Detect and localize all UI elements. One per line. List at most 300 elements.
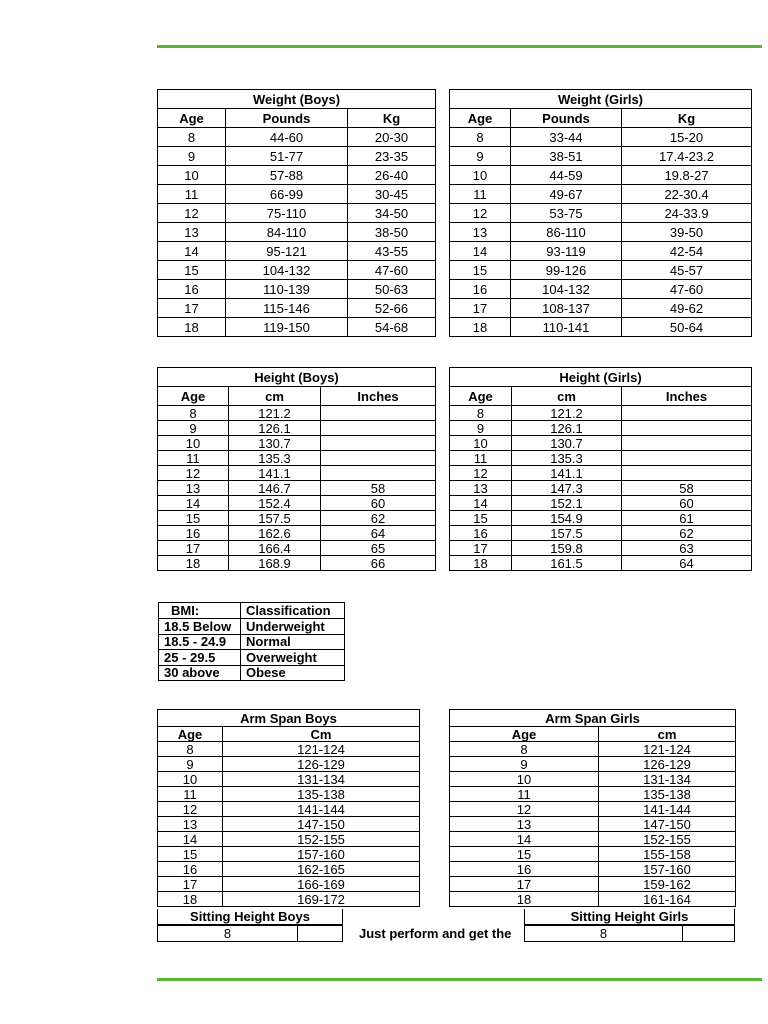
table-header-row — [450, 727, 736, 742]
table-cell: 38-51 — [511, 147, 622, 166]
table-row — [158, 421, 436, 436]
table-cell: 16 — [450, 280, 511, 299]
table-row — [450, 511, 752, 526]
table-cell: 16 — [450, 862, 599, 877]
table-row — [158, 451, 436, 466]
table-cell: 13 — [158, 223, 226, 242]
table-cell: 15 — [158, 847, 223, 862]
table-header-row — [158, 387, 436, 406]
table-cell: 13 — [450, 817, 599, 832]
table-cell: 11 — [158, 185, 226, 204]
table-cell: 11 — [450, 451, 512, 466]
table-cell: 161.5 — [512, 556, 622, 571]
table-cell: 60 — [622, 496, 752, 511]
table-cell: 17 — [158, 877, 223, 892]
table-row — [159, 650, 345, 666]
height-boys-title: Height (Boys) — [158, 368, 436, 387]
table-cell: 152.1 — [512, 496, 622, 511]
arm-span-girls-table — [449, 709, 736, 907]
column-header: cm — [599, 727, 736, 742]
table-cell: 17 — [158, 541, 229, 556]
table-row — [158, 318, 436, 337]
table-cell: 147.3 — [512, 481, 622, 496]
table-header-row — [450, 109, 752, 128]
table-cell: 152.4 — [229, 496, 321, 511]
table-row — [450, 877, 736, 892]
table-cell: 8 — [158, 128, 226, 147]
table-cell: 16 — [158, 526, 229, 541]
table-row — [158, 787, 420, 802]
table-cell: 75-110 — [226, 204, 348, 223]
table-cell: 17 — [450, 541, 512, 556]
table-cell: 64 — [321, 526, 436, 541]
table-row — [450, 166, 752, 185]
table-row — [158, 526, 436, 541]
table-title-row — [158, 90, 436, 109]
table-cell: 155-158 — [599, 847, 736, 862]
table-cell: 166-169 — [223, 877, 420, 892]
table-cell: 49-67 — [511, 185, 622, 204]
table-cell: 62 — [622, 526, 752, 541]
table-cell: 57-88 — [226, 166, 348, 185]
table-cell: 104-132 — [226, 261, 348, 280]
table-row — [158, 817, 420, 832]
table-cell: 44-59 — [511, 166, 622, 185]
table-row — [158, 242, 436, 261]
table-cell: 49-62 — [622, 299, 752, 318]
table-cell: 157.5 — [512, 526, 622, 541]
table-cell: 121.2 — [229, 406, 321, 421]
table-cell: 14 — [450, 832, 599, 847]
table-row — [450, 128, 752, 147]
table-cell: 99-126 — [511, 261, 622, 280]
table-row — [159, 619, 345, 635]
table-cell: 11 — [158, 787, 223, 802]
table-row — [158, 541, 436, 556]
column-header: Kg — [348, 109, 436, 128]
table-row — [450, 787, 736, 802]
weight-boys-body — [158, 128, 436, 337]
table-cell: 154.9 — [512, 511, 622, 526]
sitting-height-boys-value-row — [157, 925, 343, 942]
table-cell: 47-60 — [622, 280, 752, 299]
table-cell: 15 — [450, 847, 599, 862]
table-row — [158, 832, 420, 847]
table-row — [450, 481, 752, 496]
column-header: Age — [450, 387, 512, 406]
table-row — [450, 817, 736, 832]
table-cell — [622, 421, 752, 436]
table-row — [450, 223, 752, 242]
table-cell: 146.7 — [229, 481, 321, 496]
table-cell: 50-63 — [348, 280, 436, 299]
table-cell: 12 — [158, 802, 223, 817]
table-row — [158, 466, 436, 481]
table-row — [450, 185, 752, 204]
table-cell: 169-172 — [223, 892, 420, 907]
table-cell: 42-54 — [622, 242, 752, 261]
table-cell: 18.5 - 24.9 — [159, 634, 241, 650]
table-cell: 104-132 — [511, 280, 622, 299]
table-cell: 26-40 — [348, 166, 436, 185]
table-row — [450, 496, 752, 511]
table-cell: 18 — [158, 892, 223, 907]
table-cell: 63 — [622, 541, 752, 556]
table-cell: 66 — [321, 556, 436, 571]
table-cell: 13 — [158, 817, 223, 832]
table-cell: 108-137 — [511, 299, 622, 318]
bmi-table — [158, 602, 345, 681]
table-cell: 152-155 — [223, 832, 420, 847]
table-cell: 52-66 — [348, 299, 436, 318]
weight-girls-body — [450, 128, 752, 337]
table-cell: 50-64 — [622, 318, 752, 337]
table-cell: 12 — [450, 802, 599, 817]
table-row — [158, 757, 420, 772]
table-cell: 159-162 — [599, 877, 736, 892]
top-green-rule — [157, 45, 762, 48]
table-row — [158, 299, 436, 318]
table-cell — [622, 451, 752, 466]
table-cell: 9 — [450, 757, 599, 772]
height-girls-title: Height (Girls) — [450, 368, 752, 387]
table-cell: 130.7 — [229, 436, 321, 451]
table-cell: 16 — [450, 526, 512, 541]
height-girls-body — [450, 406, 752, 571]
table-cell: 15 — [450, 511, 512, 526]
table-cell: 157.5 — [229, 511, 321, 526]
table-cell: 9 — [450, 147, 511, 166]
table-cell: 25 - 29.5 — [159, 650, 241, 666]
table-cell: 18 — [450, 318, 511, 337]
table-cell: 162-165 — [223, 862, 420, 877]
table-row — [158, 406, 436, 421]
table-row — [450, 261, 752, 280]
table-row — [159, 634, 345, 650]
table-cell: 61 — [622, 511, 752, 526]
table-cell: 12 — [158, 466, 229, 481]
height-girls-table — [449, 367, 752, 571]
table-cell — [321, 436, 436, 451]
weight-girls-table — [449, 89, 752, 337]
table-row — [450, 802, 736, 817]
table-cell: Underweight — [241, 619, 345, 635]
table-cell: 45-57 — [622, 261, 752, 280]
bmi-header: BMI: — [159, 603, 241, 619]
classification-header: Classification — [241, 603, 345, 619]
table-row — [158, 204, 436, 223]
table-title-row — [158, 710, 420, 727]
between-text: Just perform and get the — [359, 926, 512, 941]
table-row — [158, 877, 420, 892]
table-cell: 157-160 — [599, 862, 736, 877]
table-cell: 135-138 — [223, 787, 420, 802]
table-cell: 157-160 — [223, 847, 420, 862]
table-cell: Overweight — [241, 650, 345, 666]
height-boys-body — [158, 406, 436, 571]
table-cell: 121.2 — [512, 406, 622, 421]
table-cell: 17 — [158, 299, 226, 318]
table-cell: 10 — [158, 436, 229, 451]
table-row — [450, 541, 752, 556]
table-cell: 110-141 — [511, 318, 622, 337]
table-cell: 16 — [158, 862, 223, 877]
table-cell: 9 — [450, 421, 512, 436]
bmi-body — [159, 619, 345, 681]
table-row — [158, 496, 436, 511]
table-cell: 39-50 — [622, 223, 752, 242]
table-cell: 126-129 — [599, 757, 736, 772]
table-header-row — [158, 727, 420, 742]
column-header: cm — [229, 387, 321, 406]
table-row — [158, 511, 436, 526]
table-row — [158, 261, 436, 280]
table-cell: 9 — [158, 757, 223, 772]
table-cell: 162.6 — [229, 526, 321, 541]
table-row — [158, 892, 420, 907]
table-cell: 9 — [158, 147, 226, 166]
table-cell: 18.5 Below — [159, 619, 241, 635]
arm-span-girls-body — [450, 742, 736, 907]
table-cell: 12 — [450, 204, 511, 223]
table-row — [158, 862, 420, 877]
table-cell: 44-60 — [226, 128, 348, 147]
table-cell: 10 — [158, 166, 226, 185]
table-row — [450, 436, 752, 451]
column-header: Pounds — [511, 109, 622, 128]
arm-span-boys-table — [157, 709, 420, 907]
table-cell — [622, 436, 752, 451]
table-cell: 18 — [158, 318, 226, 337]
table-cell: 18 — [450, 556, 512, 571]
table-cell: 58 — [321, 481, 436, 496]
table-row — [450, 299, 752, 318]
table-cell: 64 — [622, 556, 752, 571]
table-cell: 8 — [158, 742, 223, 757]
table-cell: 135-138 — [599, 787, 736, 802]
table-cell: 110-139 — [226, 280, 348, 299]
table-cell: 141.1 — [512, 466, 622, 481]
table-cell: Normal — [241, 634, 345, 650]
table-cell: 53-75 — [511, 204, 622, 223]
table-cell: 14 — [450, 496, 512, 511]
table-row — [450, 892, 736, 907]
arm-span-boys-body — [158, 742, 420, 907]
table-cell: 126-129 — [223, 757, 420, 772]
table-cell: 23-35 — [348, 147, 436, 166]
table-row — [450, 832, 736, 847]
table-cell: 30-45 — [348, 185, 436, 204]
table-row — [158, 802, 420, 817]
table-cell: 13 — [158, 481, 229, 496]
table-row — [158, 147, 436, 166]
bottom-green-rule — [157, 978, 762, 981]
column-header: Age — [450, 727, 599, 742]
table-cell: 86-110 — [511, 223, 622, 242]
table-cell: 14 — [158, 832, 223, 847]
arm-span-boys-title: Arm Span Boys — [158, 710, 420, 727]
table-cell: 10 — [450, 436, 512, 451]
table-cell: 15 — [158, 261, 226, 280]
table-row — [158, 166, 436, 185]
table-cell: Obese — [241, 665, 345, 681]
table-header-row — [158, 109, 436, 128]
table-cell: 126.1 — [512, 421, 622, 436]
table-cell: 119-150 — [226, 318, 348, 337]
table-cell: 11 — [450, 185, 511, 204]
table-cell: 141-144 — [599, 802, 736, 817]
table-cell: 65 — [321, 541, 436, 556]
table-header-row — [159, 603, 345, 619]
table-cell: 8 — [450, 406, 512, 421]
table-cell: 9 — [158, 421, 229, 436]
table-cell: 33-44 — [511, 128, 622, 147]
table-cell: 43-55 — [348, 242, 436, 261]
height-boys-table — [157, 367, 436, 571]
table-cell: 13 — [450, 223, 511, 242]
table-cell: 11 — [158, 451, 229, 466]
table-cell: 15 — [158, 511, 229, 526]
table-row — [158, 280, 436, 299]
table-cell: 20-30 — [348, 128, 436, 147]
column-header: Age — [450, 109, 511, 128]
table-cell: 93-119 — [511, 242, 622, 261]
table-cell: 10 — [158, 772, 223, 787]
table-row — [158, 185, 436, 204]
table-cell: 14 — [158, 242, 226, 261]
sitting-height-boys-value: 8 — [223, 926, 232, 941]
table-cell: 17.4-23.2 — [622, 147, 752, 166]
table-cell: 60 — [321, 496, 436, 511]
table-row — [450, 757, 736, 772]
table-cell: 47-60 — [348, 261, 436, 280]
table-cell — [321, 421, 436, 436]
table-cell: 131-134 — [223, 772, 420, 787]
table-title-row — [450, 90, 752, 109]
table-row — [158, 847, 420, 862]
table-cell: 66-99 — [226, 185, 348, 204]
table-cell — [321, 466, 436, 481]
cell-divider — [297, 926, 298, 941]
table-row — [450, 421, 752, 436]
table-cell: 84-110 — [226, 223, 348, 242]
column-header: Inches — [622, 387, 752, 406]
table-header-row — [450, 387, 752, 406]
table-row — [450, 406, 752, 421]
table-cell: 15 — [450, 261, 511, 280]
table-cell — [321, 451, 436, 466]
table-cell: 168.9 — [229, 556, 321, 571]
table-row — [450, 318, 752, 337]
table-cell: 135.3 — [229, 451, 321, 466]
table-cell: 10 — [450, 772, 599, 787]
table-cell: 34-50 — [348, 204, 436, 223]
column-header: Inches — [321, 387, 436, 406]
table-cell: 161-164 — [599, 892, 736, 907]
table-cell: 152-155 — [599, 832, 736, 847]
table-row — [158, 556, 436, 571]
table-title-row — [450, 368, 752, 387]
table-row — [450, 847, 736, 862]
table-row — [450, 742, 736, 757]
column-header: cm — [512, 387, 622, 406]
table-cell: 126.1 — [229, 421, 321, 436]
weight-girls-title: Weight (Girls) — [450, 90, 752, 109]
table-row — [158, 481, 436, 496]
table-cell: 95-121 — [226, 242, 348, 261]
table-row — [450, 526, 752, 541]
table-cell: 147-150 — [223, 817, 420, 832]
table-cell: 19.8-27 — [622, 166, 752, 185]
arm-span-girls-title: Arm Span Girls — [450, 710, 736, 727]
table-row — [158, 436, 436, 451]
table-row — [450, 147, 752, 166]
table-cell: 121-124 — [599, 742, 736, 757]
column-header: Age — [158, 109, 226, 128]
table-cell: 16 — [158, 280, 226, 299]
table-cell: 141.1 — [229, 466, 321, 481]
table-cell: 38-50 — [348, 223, 436, 242]
table-title-row — [158, 368, 436, 387]
table-row — [450, 242, 752, 261]
table-cell: 11 — [450, 787, 599, 802]
table-cell: 18 — [158, 556, 229, 571]
table-row — [450, 556, 752, 571]
table-cell: 18 — [450, 892, 599, 907]
column-header: Kg — [622, 109, 752, 128]
weight-boys-title: Weight (Boys) — [158, 90, 436, 109]
table-cell: 14 — [450, 242, 511, 261]
sitting-height-girls-value: 8 — [599, 926, 608, 941]
table-title-row — [450, 710, 736, 727]
table-cell — [622, 466, 752, 481]
table-cell: 17 — [450, 299, 511, 318]
column-header: Pounds — [226, 109, 348, 128]
table-cell: 147-150 — [599, 817, 736, 832]
table-cell: 159.8 — [512, 541, 622, 556]
table-cell: 12 — [450, 466, 512, 481]
table-cell: 8 — [450, 128, 511, 147]
table-cell: 15-20 — [622, 128, 752, 147]
column-header: Cm — [223, 727, 420, 742]
table-row — [158, 742, 420, 757]
table-row — [450, 280, 752, 299]
table-cell: 10 — [450, 166, 511, 185]
table-row — [158, 223, 436, 242]
table-cell: 8 — [450, 742, 599, 757]
table-row — [158, 128, 436, 147]
table-cell: 22-30.4 — [622, 185, 752, 204]
table-cell: 141-144 — [223, 802, 420, 817]
table-row — [158, 772, 420, 787]
table-cell — [321, 406, 436, 421]
table-cell: 58 — [622, 481, 752, 496]
table-cell: 121-124 — [223, 742, 420, 757]
table-row — [450, 451, 752, 466]
table-cell: 51-77 — [226, 147, 348, 166]
weight-boys-table — [157, 89, 436, 337]
table-cell: 54-68 — [348, 318, 436, 337]
table-cell: 8 — [158, 406, 229, 421]
sitting-height-girls-value-row — [524, 925, 735, 942]
table-row — [450, 466, 752, 481]
table-cell: 30 above — [159, 665, 241, 681]
table-cell: 131-134 — [599, 772, 736, 787]
column-header: Age — [158, 727, 223, 742]
table-cell: 130.7 — [512, 436, 622, 451]
sitting-height-boys-title: Sitting Height Boys — [157, 909, 343, 925]
table-cell: 166.4 — [229, 541, 321, 556]
